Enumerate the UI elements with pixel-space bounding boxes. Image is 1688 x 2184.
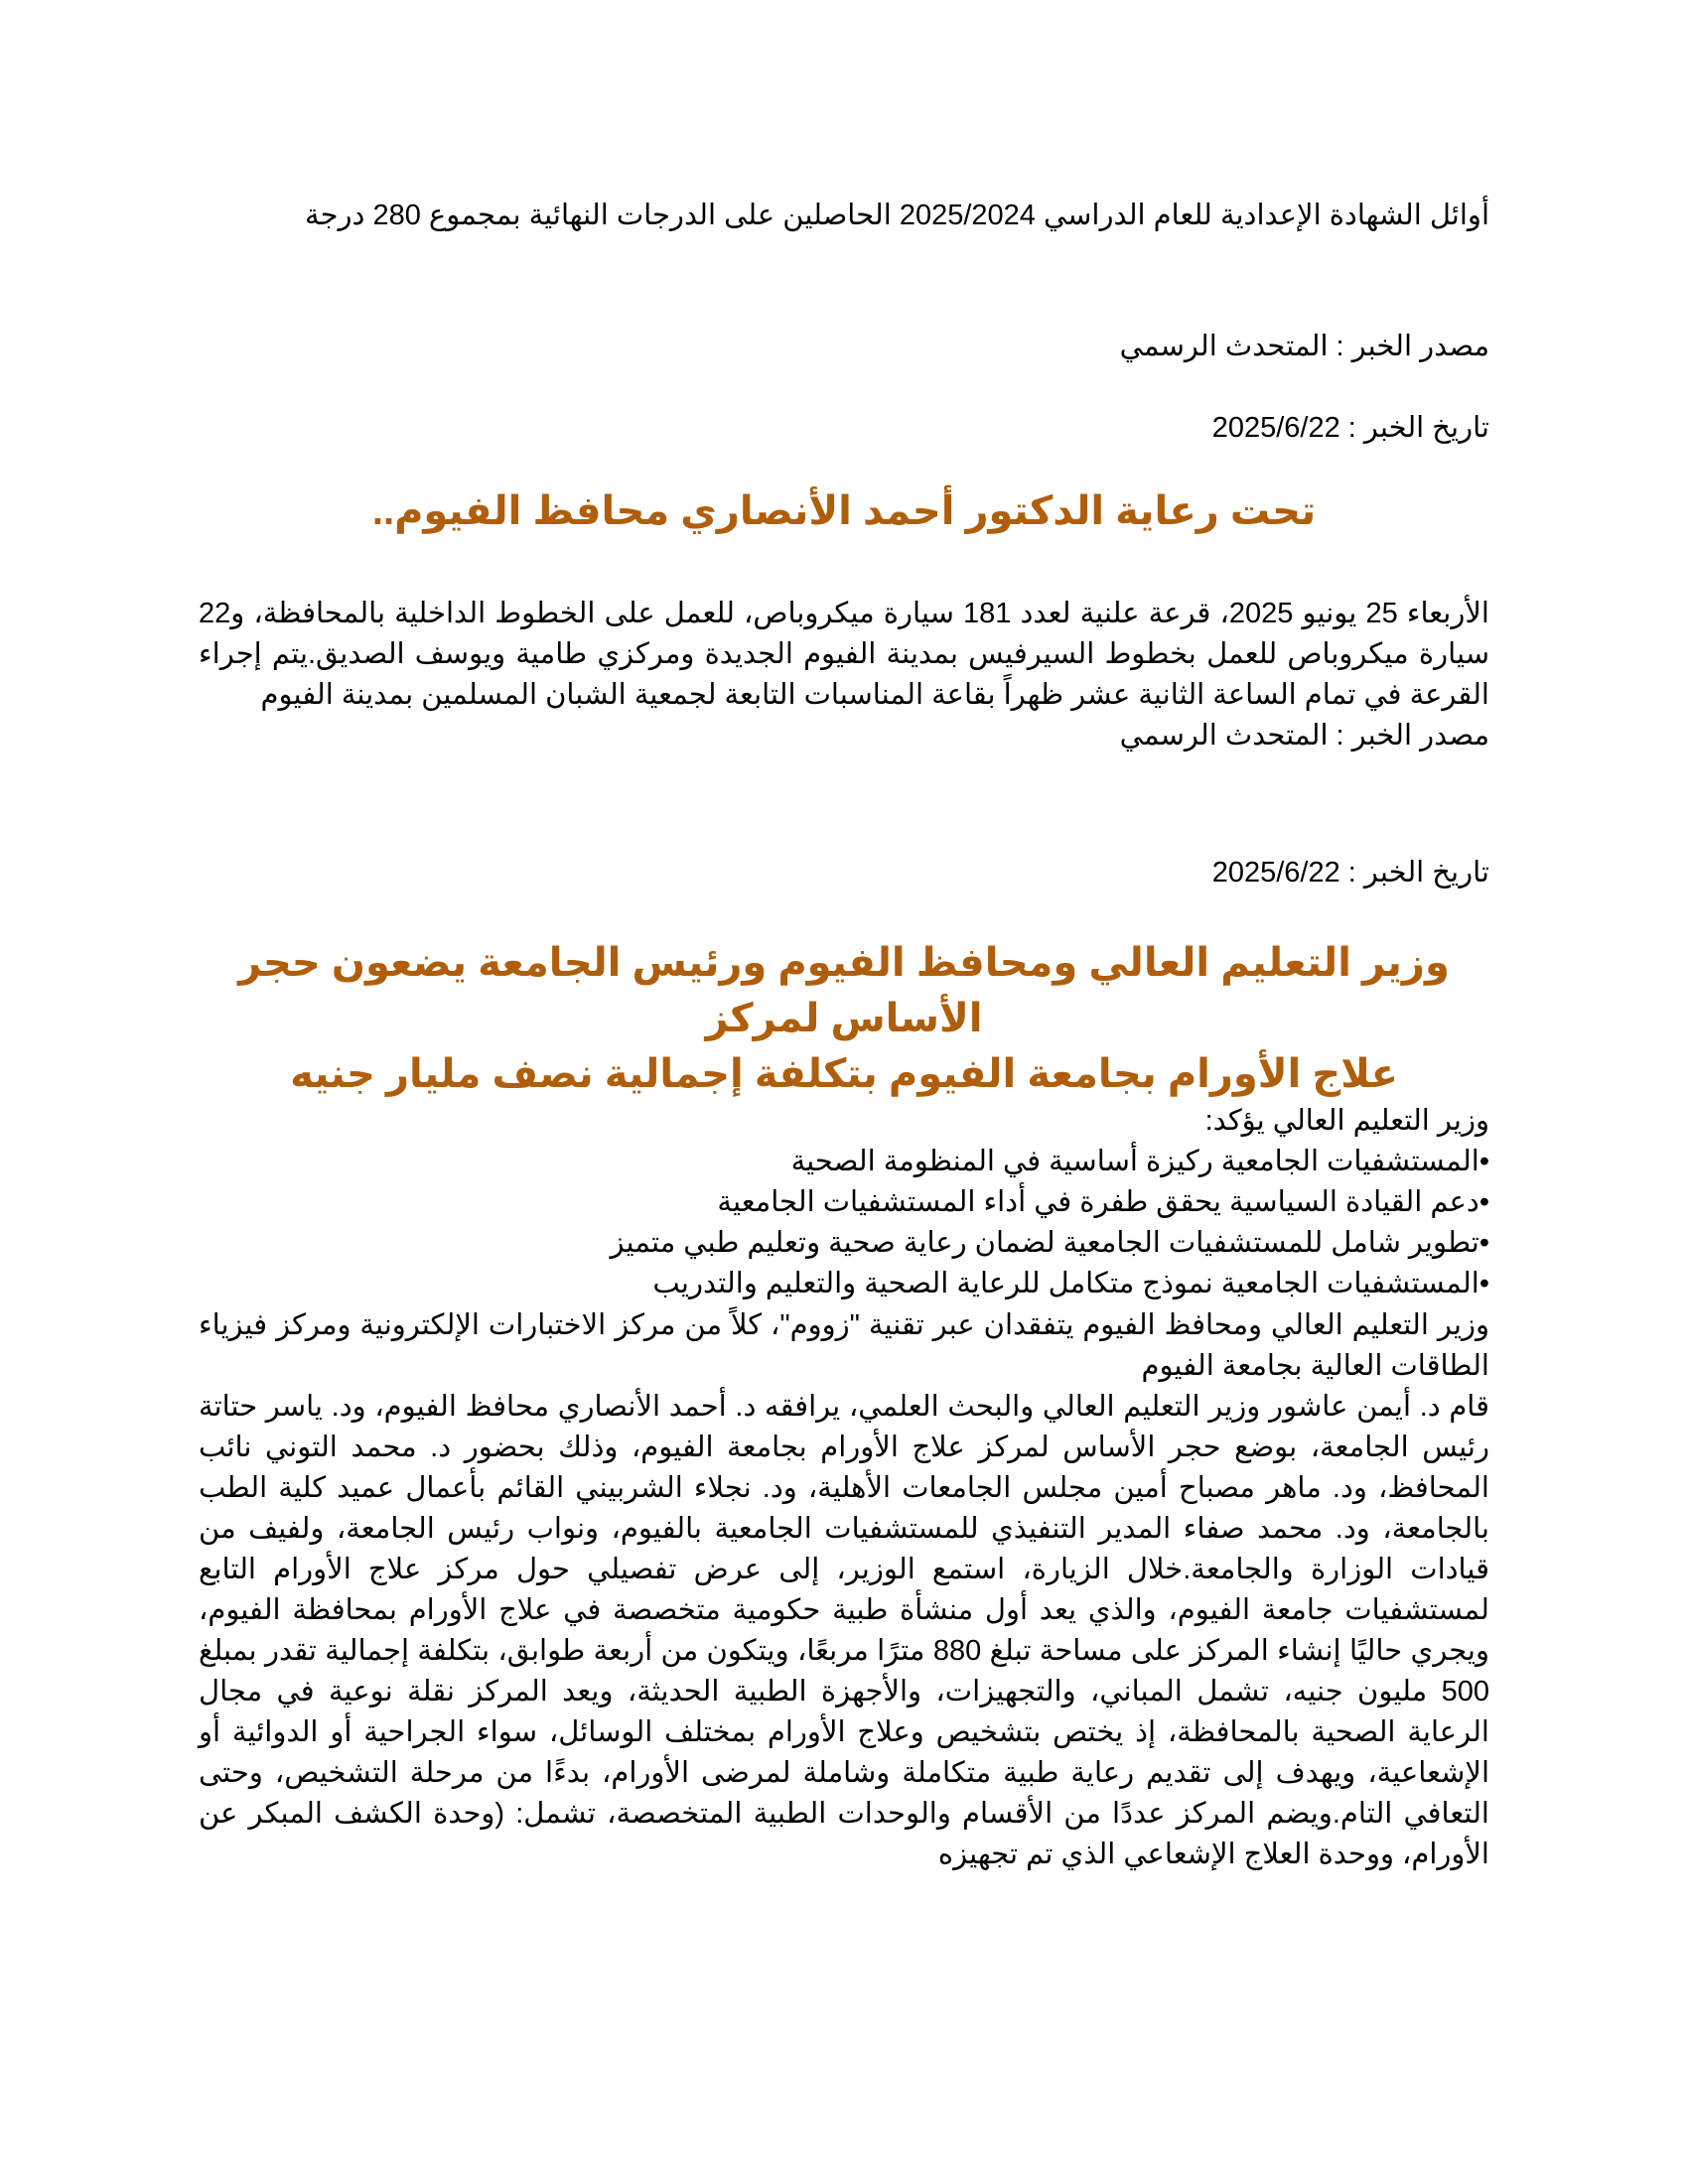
article-paragraph-1: وزير التعليم العالي ومحافظ الفيوم يتفقدان عبر تقنية "زووم"، كلاً من مركز الاختبارات الإلكترونية ومركز فيزياء الطاقات العالية بجامعة الفيوم <box>199 1309 1489 1382</box>
statements-lead: وزير التعليم العالي يؤكد: <box>1204 1105 1489 1137</box>
headline-2-line-2: علاج الأورام بجامعة الفيوم بتكلفة إجمالية نصف مليار جنيه <box>290 1052 1398 1096</box>
body-text: الأربعاء 25 يونيو 2025، قرعة علنية لعدد 181 سيارة ميكروباص، للعمل على الخطوط الداخلية بالمحافظة، و22 سيارة ميكروباص للعمل بخطوط السيرفيس بمدينة الفيوم الجديدة ومركزي طامية ويوسف الصديق.يتم إجراء القرعة في تمام الساعة الثانية عشر ظهراً بقاعة المناسبات التابعة لجمعية الشبان المسلمين بمدينة الفيوم <box>199 598 1489 711</box>
article-paragraph-2: قام د. أيمن عاشور وزير التعليم العالي والبحث العلمي، يرافقه د. أحمد الأنصاري محافظ الفيوم، ود. ياسر حتاتة رئيس الجامعة، بوضع حجر الأساس لمركز علاج الأورام بجامعة الفيوم، وذلك بحضور د. محمد التوني نائب المحافظ، ود. ماهر مصباح أمين مجلس الجامعات الأهلية، ود. نجلاء الشربيني القائم بأعمال عميد كلية الطب بالجامعة، ود. محمد صفاء المدير التنفيذي للمستشفيات الجامعية بالفيوم، ونواب رئيس الجامعة، ولفيف من قيادات الوزارة والجامعة.خلال الزيارة، استمع الوزير، إلى عرض تفصيلي حول مركز علاج الأورام التابع لمستشفيات جامعة الفيوم، والذي يعد أول منشأة طبية حكومية متخصصة في علاج الأورام بمحافظة الفيوم، ويجري حاليًا إنشاء المركز على مساحة تبلغ 880 مترًا مربعًا، ويتكون من أربعة طوابق، بتكلفة إجمالية تقدر بمبلغ 500 مليون جنيه، تشمل المباني، والتجهيزات، والأجهزة الطبية الحديثة، ويعد المركز نقلة نوعية في مجال الرعاية الصحية بالمحافظة، إذ يختص بتشخيص وعلاج الأورام بمختلف الوسائل، سواء الجراحية أو الدوائية أو الإشعاعية، ويهدف إلى تقديم رعاية طبية متكاملة وشاملة لمرضى الأورام، بدءًا من مرحلة التشخيص، وحتى التعافي التام.ويضم المركز عددًا من الأقسام والوحدات الطبية المتخصصة، تشمل: (وحدة الكشف المبكر عن الأورام، ووحدة العلاج الإشعاعي الذي تم تجهيزه <box>199 1391 1489 1870</box>
news-source-1 <box>199 326 1489 367</box>
date-text: تاريخ الخبر : 2025/6/22 <box>1211 857 1489 888</box>
headline-2-line-1: وزير التعليم العالي ومحافظ الفيوم ورئيس الجامعة يضعون حجر الأساس لمركز <box>238 941 1450 1040</box>
intro-paragraph <box>199 195 1489 236</box>
intro-text: أوائل الشهادة الإعدادية للعام الدراسي 2025/2024 الحاصلين على الدرجات النهائية بمجموع 280 درجة <box>305 200 1489 231</box>
news-date-1 <box>199 407 1489 449</box>
source-text: مصدر الخبر : المتحدث الرسمي <box>1119 331 1489 362</box>
news-date-2 <box>199 852 1489 893</box>
date-text: تاريخ الخبر : 2025/6/22 <box>1211 412 1489 444</box>
bullet-item: •دعم القيادة السياسية يحقق طفرة في أداء المستشفيات الجامعية <box>717 1186 1489 1218</box>
headline-1: تحت رعاية الدكتور أحمد الأنصاري محافظ الفيوم.. <box>371 489 1317 533</box>
bullet-item: •المستشفيات الجامعية نموذج متكامل للرعاية الصحية والتعليم والتدريب <box>652 1268 1489 1299</box>
bullet-item: •المستشفيات الجامعية ركيزة أساسية في المنظومة الصحية <box>790 1146 1489 1177</box>
headline-2 <box>199 935 1489 1102</box>
article-body <box>199 1305 1489 1875</box>
news-body-2 <box>199 594 1489 756</box>
minister-statements <box>199 1101 1489 1304</box>
source-text: مصدر الخبر : المتحدث الرسمي <box>1119 720 1489 751</box>
bullet-item: •تطوير شامل للمستشفيات الجامعية لضمان رعاية صحية وتعليم طبي متميز <box>610 1227 1489 1259</box>
